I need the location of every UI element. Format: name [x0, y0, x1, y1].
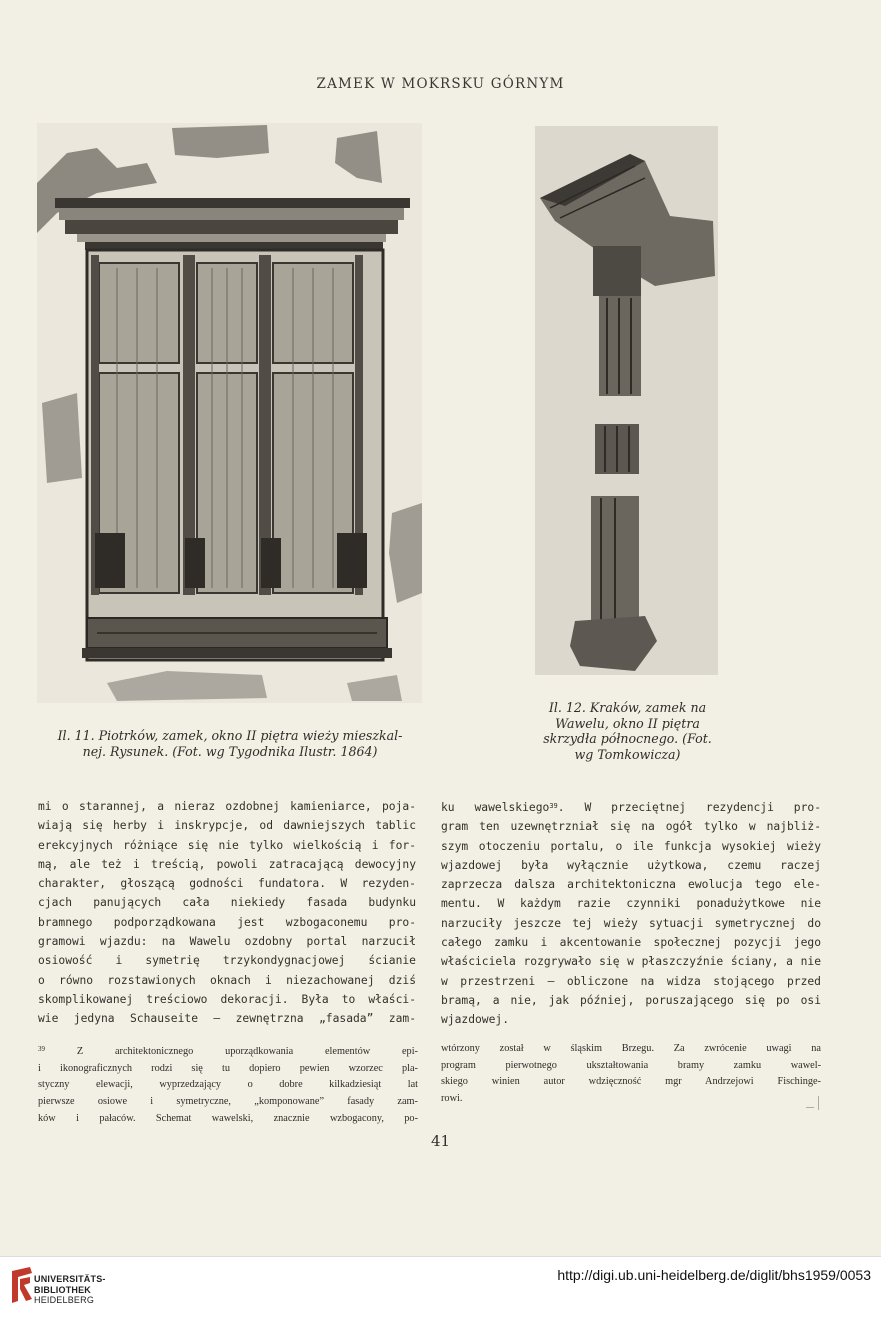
footnote-line — [38, 1041, 418, 1061]
page-number: 41 — [430, 1132, 451, 1150]
footnote-number: 39 — [38, 1045, 45, 1053]
footnote-line: i ikonograficznych rodzi się tu dopiero pewien wzorzec pla- — [38, 1062, 418, 1074]
body-line: w przestrzeni — obliczone na widza stojącego przed — [441, 974, 821, 988]
body-line: wjazdowej. — [441, 1013, 510, 1027]
body-line: osiowość i symetrię trzykondygnacjowej ścianie — [38, 954, 416, 968]
body-line: o równo rozstawionych oknach i niezachowanej dziś — [38, 973, 416, 987]
caption-line: nej. Rysunek. (Fot. wg Tygodnika Ilustr. 1864) — [82, 743, 378, 759]
permalink-url[interactable]: http://digi.ub.uni-heidelberg.de/diglit/bhs1959/0053 — [557, 1267, 871, 1283]
body-line: mi o starannej, a nieraz ozdobnej kamieniarce, poja- — [38, 800, 416, 813]
body-column-right — [441, 797, 821, 1030]
body-line: cjach panujących cała niekiedy fasada budynku — [38, 896, 416, 910]
caption-line: Wawelu, okno II piętra — [555, 715, 700, 731]
figure-wawel-window-fragments — [535, 126, 718, 675]
body-line: gram ten uzewnętrzniał się na ogół tylko w najbliż- — [441, 820, 821, 834]
figure-caption-12 — [520, 700, 735, 762]
caption-line: wg Tomkowicza) — [574, 746, 681, 762]
body-line: właściciela rozgrywało się w płaszczyźnie ściany, a nie — [441, 955, 821, 969]
body-line: bramą, a nie, jak później, poruszającego się po osi — [441, 993, 821, 1007]
window-drawing-illustration — [37, 123, 422, 703]
body-line: całego zamku i akcentowanie społecznej pozycji jego — [441, 936, 821, 950]
viewer-footer-bar — [0, 1256, 881, 1320]
footnote-line: pierwsze osiowe i symetryczne, „komponowane” fasady zam- — [38, 1096, 418, 1108]
footnote-line: skiego winien autor wdzięczność mgr Andrzejowi Fischinge- — [441, 1076, 821, 1088]
library-name-line: BIBLIOTHEK — [34, 1284, 91, 1295]
scan-mark — [806, 1107, 814, 1108]
footnote-line: wtórzony został w śląskim Brzegu. Za zwrócenie uwagi na — [441, 1043, 821, 1054]
window-fragments-photo — [535, 126, 718, 675]
caption-line: skrzydła północnego. (Fot. — [543, 731, 712, 746]
footnote-reference[interactable]: 39 — [549, 802, 558, 810]
university-logo[interactable] — [10, 1265, 34, 1309]
footnote-line: styczny elewacji, wyprzedzający o dobre kilkadziesiąt lat — [38, 1079, 418, 1091]
scan-mark — [818, 1096, 819, 1110]
body-line: skomplikowanej treściowo dekoracji. Była to właści- — [38, 992, 416, 1006]
footnote-column-right — [441, 1041, 821, 1108]
caption-line: Il. 11. Piotrków, zamek, okno II piętra wieży mieszkal- — [57, 728, 403, 743]
footnote-line: program pierwotnego ukształtowania bramy zamku wawel- — [441, 1059, 821, 1071]
body-line: mentu. W każdym razie czynniki ponadużytkowe nie — [441, 897, 821, 911]
body-line: gramowi wjazdu: na Wawelu ozdobny portal narzucił — [38, 935, 416, 949]
caption-line: Il. 12. Kraków, zamek na — [548, 700, 707, 715]
body-line: zaprzecza dalsza architektoniczna ewolucja tego ele- — [441, 878, 821, 892]
body-text: . W przeciętnej rezydencji pro- — [557, 801, 822, 814]
footnote-line: rowi. — [441, 1093, 463, 1105]
figure-caption-11 — [30, 728, 430, 759]
body-line: mą, ale też i treścią, powoli zatracającą dewocyjny — [38, 857, 416, 871]
body-line-with-footnote-ref — [441, 797, 821, 817]
footnote-column-left — [38, 1041, 418, 1128]
body-column-left — [38, 797, 416, 1029]
library-name-line: UNIVERSITÄTS- — [34, 1274, 106, 1284]
body-line: wiają się herby i inskrypcje, od dawniejszych tablic — [38, 819, 416, 833]
body-line: wjazdowej była wyłącznie użytkowa, czemu raczej — [441, 858, 821, 872]
body-line: narzuciły jeszcze tej wieży sytuacji symetrycznej do — [441, 916, 821, 930]
footnote-line: ków i pałaców. Schemat wawelski, znacznie wzbogacony, po- — [38, 1112, 418, 1124]
ub-heidelberg-logo-icon — [10, 1265, 34, 1305]
library-name — [34, 1274, 106, 1306]
figure-piotrkow-window — [37, 123, 422, 703]
library-name-line: HEIDELBERG — [34, 1295, 95, 1305]
body-line: wie jedyna Schauseite — zewnętrzna „fasada” zam- — [38, 1012, 416, 1026]
footnote-text: Z architektonicznego uporządkowania elementów epi- — [76, 1046, 418, 1057]
body-line: szym otoczeniu portalu, o ile funkcja wysokiej wieży — [441, 839, 821, 853]
body-text: ku wawelskiego — [441, 801, 550, 814]
body-line: bramnego podporządkowana jest wzbogaconemu pro- — [38, 915, 416, 929]
body-line: charakter, głoszącą godności fundatora. W rezyden- — [38, 877, 416, 891]
running-head: ZAMEK W MOKRSKU GÓRNYM — [316, 76, 565, 92]
body-line: erekcyjnych różniące się nie tylko wielkością i for- — [38, 838, 416, 852]
